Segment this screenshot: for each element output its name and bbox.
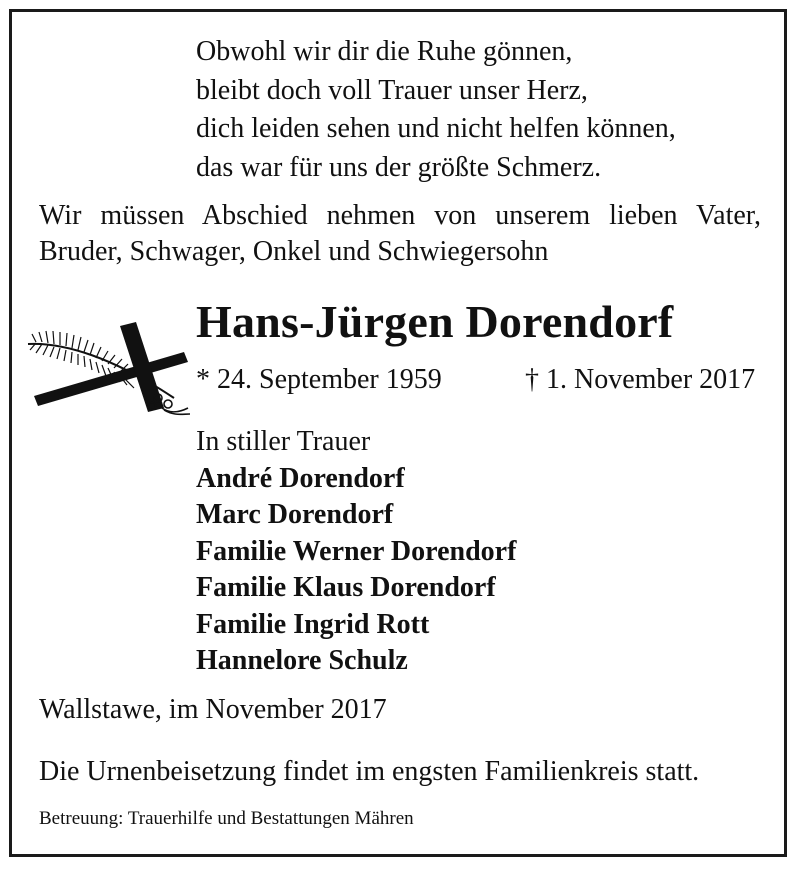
burial-note: Die Urnenbeisetzung findet im engsten Familienkreis statt.	[39, 756, 700, 787]
intro-text	[39, 198, 761, 270]
mourners-heading: In stiller Trauer	[196, 426, 371, 457]
place-date: Wallstawe, im November 2017	[39, 694, 387, 725]
intro-line: Bruder, Schwager, Onkel und Schwiegersohn	[39, 236, 549, 267]
mourner-name: Familie Ingrid Rott	[196, 608, 430, 640]
poem-line: bleibt doch voll Trauer unser Herz,	[196, 74, 588, 106]
birth-date: * 24. September 1959	[196, 364, 442, 395]
mourner-name: Marc Dorendorf	[196, 499, 394, 530]
mourners-list	[196, 424, 516, 680]
death-date: † 1. November 2017	[525, 364, 756, 395]
mourner-name: Hannelore Schulz	[196, 645, 408, 676]
mourner-name: André Dorendorf	[196, 462, 405, 494]
poem	[196, 33, 676, 187]
intro-line: Wir müssen Abschied nehmen von unserem lieben Vater,	[39, 200, 761, 231]
mourner-name: Familie Klaus Dorendorf	[196, 572, 496, 603]
deceased-name: Hans-Jürgen Dorendorf	[196, 296, 674, 347]
poem-line: dich leiden sehen und nicht helfen können,	[196, 113, 676, 144]
cross-with-palm-icon	[24, 318, 192, 416]
poem-line: das war für uns der größte Schmerz.	[196, 151, 602, 183]
mourner-name: Familie Werner Dorendorf	[196, 535, 517, 567]
funeral-service-credit: Betreuung: Trauerhilfe und Bestattungen Mähren	[39, 808, 414, 829]
poem-line: Obwohl wir dir die Ruhe gönnen,	[196, 36, 573, 67]
